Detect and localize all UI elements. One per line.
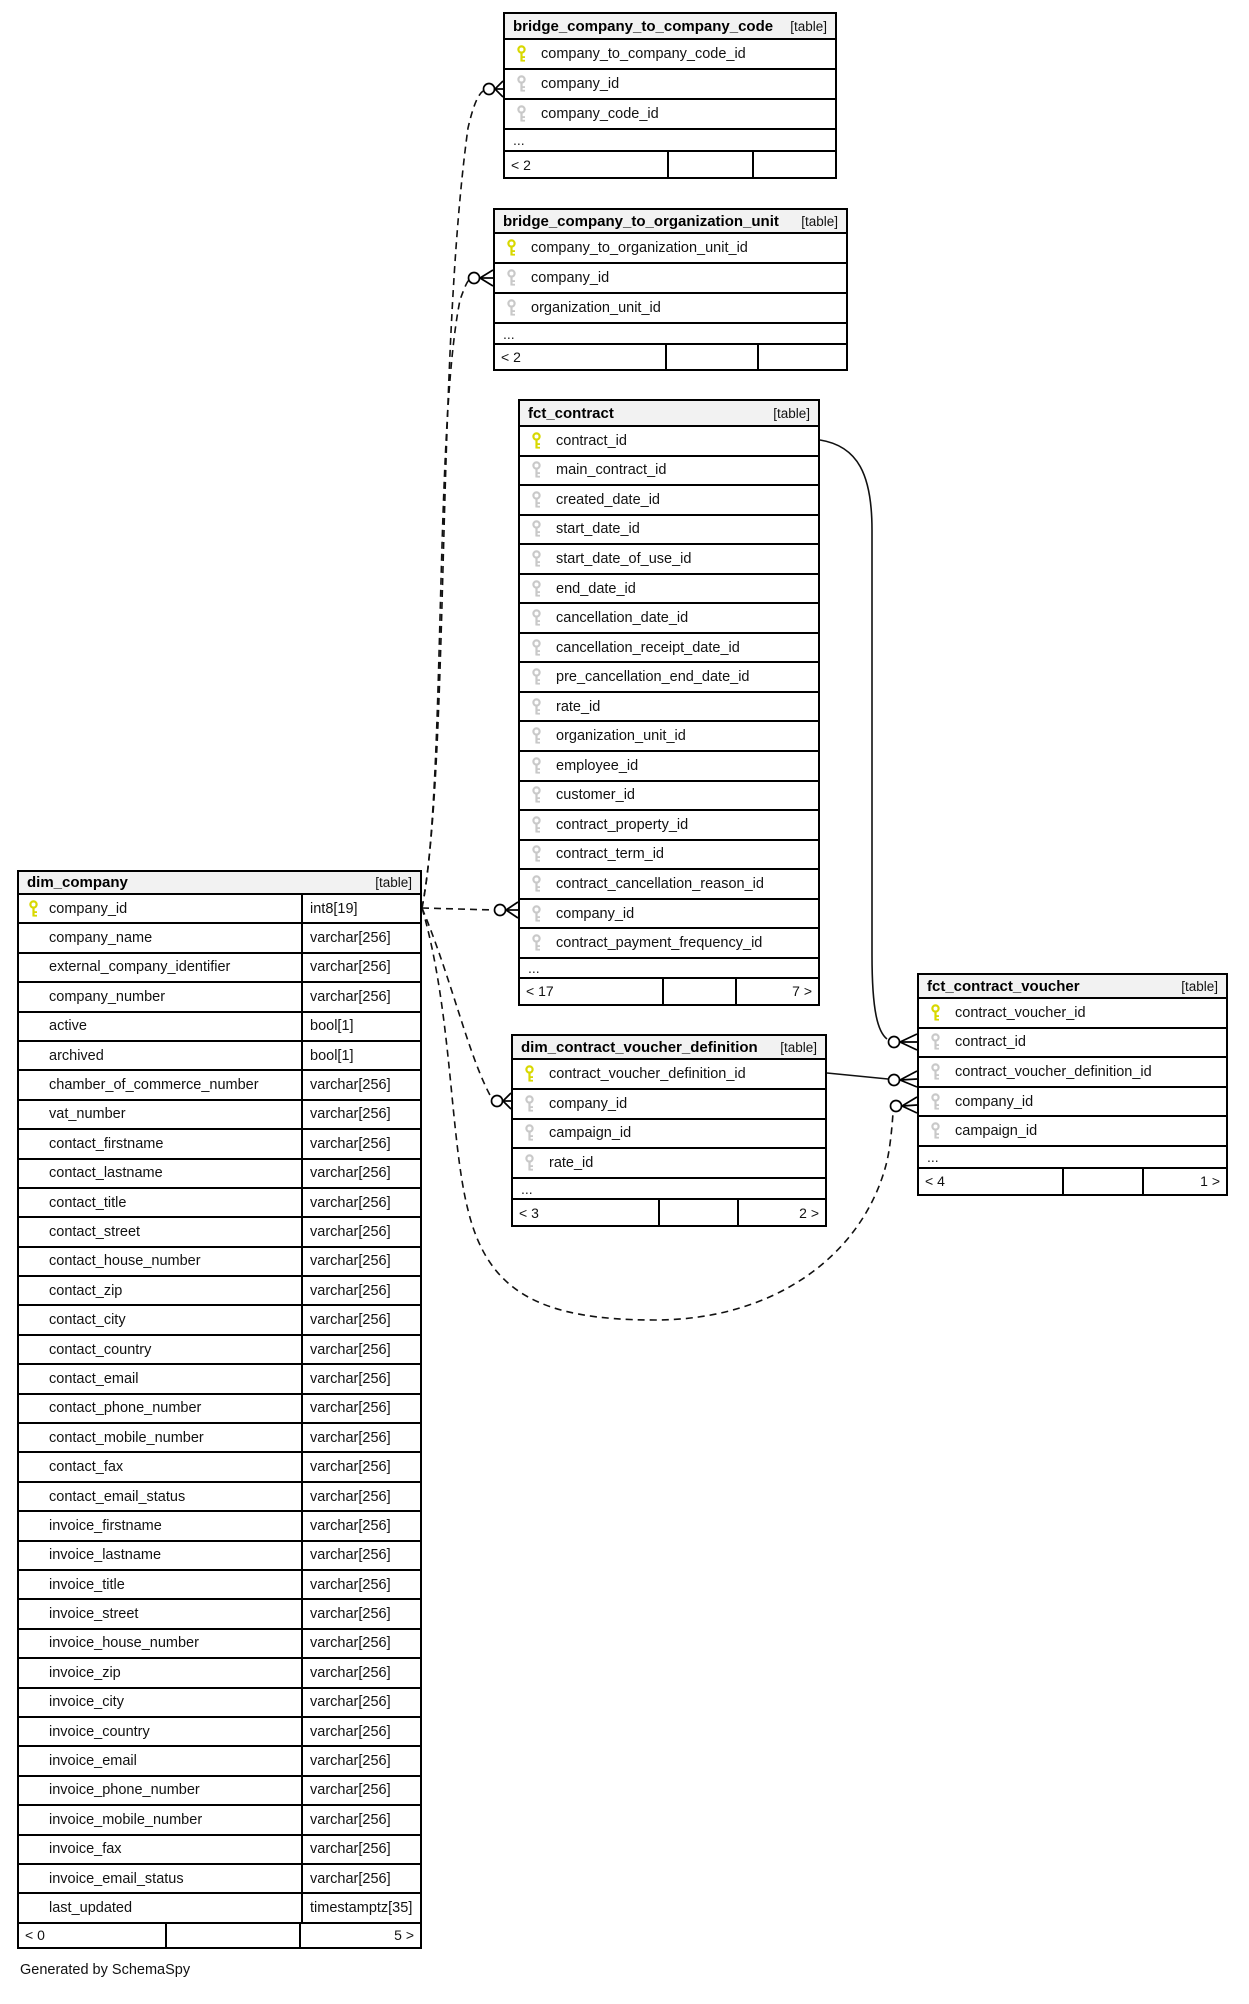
column-name: campaign_id: [549, 1125, 632, 1142]
column-name: contract_id: [955, 1034, 1026, 1051]
column-name: contact_mobile_number: [49, 1429, 204, 1446]
column-name: contract_cancellation_reason_id: [556, 875, 764, 892]
footer-cell-mid: [1064, 1169, 1144, 1194]
foreign-key-icon: [530, 727, 543, 746]
column-name: company_id: [955, 1093, 1034, 1110]
column-name: start_date_id: [556, 521, 640, 538]
foreign-key-icon: [530, 668, 543, 687]
column-name: contract_voucher_id: [955, 1004, 1086, 1021]
column-name: company_id: [531, 270, 610, 286]
column-type: varchar[256]: [301, 1248, 420, 1275]
column-row-contact_mobile_number: [19, 1424, 420, 1453]
column-type: varchar[256]: [301, 1777, 420, 1804]
foreign-key-icon: [530, 845, 543, 864]
column-row-company_to_company_code_id: [505, 40, 835, 70]
table-footer: [505, 152, 835, 177]
column-row-end_date_id: [520, 575, 818, 605]
footer-cell-left: < 2: [505, 152, 669, 177]
column-type: varchar[256]: [301, 1747, 420, 1774]
column-name: invoice_house_number: [49, 1635, 199, 1652]
primary-key-icon: [523, 1064, 536, 1083]
ellipsis-row: ...: [495, 324, 846, 345]
foreign-key-icon: [515, 75, 528, 94]
footer-cell-left: < 4: [919, 1169, 1064, 1194]
column-type: varchar[256]: [301, 1659, 420, 1686]
table-badge: [table]: [801, 213, 838, 229]
column-name: archived: [49, 1047, 104, 1064]
table-title: fct_contract: [528, 404, 614, 422]
column-row-contact_zip: [19, 1277, 420, 1306]
foreign-key-icon: [523, 1124, 536, 1143]
table-fct_contract_voucher[interactable]: [917, 973, 1228, 1196]
column-type: varchar[256]: [301, 1542, 420, 1569]
column-row-contact_house_number: [19, 1248, 420, 1277]
table-header: [505, 14, 835, 40]
column-name: active: [49, 1018, 87, 1035]
column-row-invoice_zip: [19, 1659, 420, 1688]
column-name: invoice_title: [49, 1576, 125, 1593]
column-type: bool[1]: [301, 1042, 420, 1069]
foreign-key-icon: [530, 520, 543, 539]
table-dim_contract_voucher_definition[interactable]: [511, 1034, 827, 1227]
column-row-invoice_phone_number: [19, 1777, 420, 1806]
column-row-organization_unit_id: [520, 722, 818, 752]
column-name: company_id: [49, 900, 128, 917]
column-name: contract_voucher_definition_id: [549, 1065, 746, 1082]
table-title: dim_company: [27, 874, 128, 891]
column-row-contract_payment_frequency_id: [520, 929, 818, 959]
footer-cell-mid: [167, 1924, 301, 1947]
column-name: invoice_zip: [49, 1664, 121, 1681]
footer-cell-right: 7 >: [792, 983, 812, 1000]
column-name: company_id: [549, 1095, 628, 1112]
column-name: organization_unit_id: [556, 728, 686, 745]
column-type: varchar[256]: [301, 924, 420, 951]
table-header: [520, 401, 818, 427]
foreign-key-icon: [929, 1122, 942, 1141]
column-row-company_id: [919, 1088, 1226, 1118]
column-row-company_number: [19, 983, 420, 1012]
foreign-key-icon: [929, 1092, 942, 1111]
column-name: company_to_organization_unit_id: [531, 240, 748, 256]
footer-cell-right: [754, 152, 835, 177]
column-row-contract_id: [520, 427, 818, 457]
column-row-chamber_of_commerce_number: [19, 1071, 420, 1100]
column-row-company_id: [505, 70, 835, 100]
column-row-last_updated: [19, 1894, 420, 1923]
column-name: company_number: [49, 988, 166, 1005]
footer-cell-left: < 0: [19, 1924, 167, 1947]
primary-key-icon: [27, 899, 40, 918]
column-row-invoice_title: [19, 1571, 420, 1600]
column-row-invoice_email: [19, 1747, 420, 1776]
column-type: int8[19]: [301, 895, 420, 922]
foreign-key-icon: [530, 934, 543, 953]
table-title: bridge_company_to_company_code: [513, 17, 774, 35]
foreign-key-icon: [530, 697, 543, 716]
column-row-created_date_id: [520, 486, 818, 516]
column-type: varchar[256]: [301, 1336, 420, 1363]
column-name: contact_street: [49, 1223, 141, 1240]
column-row-company_id: [495, 264, 846, 294]
column-name: company_id: [556, 905, 635, 922]
column-name: invoice_phone_number: [49, 1782, 200, 1799]
column-row-invoice_city: [19, 1689, 420, 1718]
column-row-contact_email: [19, 1365, 420, 1394]
column-name: cancellation_date_id: [556, 610, 689, 627]
table-header: [919, 975, 1226, 999]
column-row-contact_fax: [19, 1453, 420, 1482]
column-row-contract_voucher_definition_id: [513, 1060, 825, 1090]
column-row-company_name: [19, 924, 420, 953]
column-name: contact_lastname: [49, 1165, 163, 1182]
column-type: varchar[256]: [301, 1836, 420, 1863]
column-row-company_to_organization_unit_id: [495, 234, 846, 264]
column-type: varchar[256]: [301, 1071, 420, 1098]
column-row-start_date_of_use_id: [520, 545, 818, 575]
column-type: varchar[256]: [301, 1160, 420, 1187]
foreign-key-icon: [505, 269, 518, 288]
foreign-key-icon: [530, 549, 543, 568]
column-name: contract_id: [556, 432, 627, 449]
foreign-key-icon: [515, 105, 528, 124]
column-name: contact_zip: [49, 1282, 123, 1299]
column-name: contact_phone_number: [49, 1400, 202, 1417]
column-type: varchar[256]: [301, 1277, 420, 1304]
column-type: varchar[256]: [301, 1483, 420, 1510]
column-type: varchar[256]: [301, 1218, 420, 1245]
footer-cell-mid: [660, 1200, 739, 1225]
column-row-company_code_id: [505, 100, 835, 130]
primary-key-icon: [515, 45, 528, 64]
column-type: timestamptz[35]: [301, 1894, 420, 1921]
foreign-key-icon: [530, 815, 543, 834]
column-name: customer_id: [556, 787, 635, 804]
column-name: contact_email_status: [49, 1488, 186, 1505]
column-row-contract_voucher_id: [919, 999, 1226, 1029]
column-row-company_id: [520, 900, 818, 930]
table-badge: [table]: [773, 405, 810, 421]
column-type: varchar[256]: [301, 1130, 420, 1157]
footer-cell-left: < 17: [520, 979, 664, 1004]
column-name: contact_fax: [49, 1459, 124, 1476]
column-row-invoice_email_status: [19, 1865, 420, 1894]
table-footer: [520, 979, 818, 1004]
column-name: end_date_id: [556, 580, 636, 597]
footer-cell-left: < 3: [513, 1200, 660, 1225]
column-row-invoice_street: [19, 1600, 420, 1629]
foreign-key-icon: [929, 1033, 942, 1052]
column-row-invoice_firstname: [19, 1512, 420, 1541]
foreign-key-icon: [530, 579, 543, 598]
column-name: rate_id: [549, 1155, 594, 1172]
column-row-contact_title: [19, 1189, 420, 1218]
foreign-key-icon: [530, 786, 543, 805]
column-type: varchar[256]: [301, 1453, 420, 1480]
column-type: varchar[256]: [301, 1306, 420, 1333]
table-badge: [table]: [1181, 978, 1218, 994]
column-row-rate_id: [520, 693, 818, 723]
column-row-contact_firstname: [19, 1130, 420, 1159]
column-name: company_name: [49, 930, 153, 947]
column-type: varchar[256]: [301, 1189, 420, 1216]
column-row-contract_property_id: [520, 811, 818, 841]
foreign-key-icon: [530, 756, 543, 775]
column-row-invoice_country: [19, 1718, 420, 1747]
column-name: contact_country: [49, 1341, 152, 1358]
foreign-key-icon: [929, 1062, 942, 1081]
primary-key-icon: [530, 431, 543, 450]
column-row-invoice_house_number: [19, 1630, 420, 1659]
column-row-rate_id: [513, 1149, 825, 1179]
column-name: contact_email: [49, 1370, 139, 1387]
table-footer: [513, 1200, 825, 1225]
table-fct_contract[interactable]: [518, 399, 820, 1006]
table-header: [495, 210, 846, 234]
column-name: employee_id: [556, 757, 639, 774]
footer-cell-mid: [664, 979, 737, 1004]
column-row-contact_email_status: [19, 1483, 420, 1512]
column-row-start_date_id: [520, 516, 818, 546]
column-name: invoice_email: [49, 1753, 137, 1770]
table-title: fct_contract_voucher: [927, 977, 1080, 995]
footer-cell-right: 1 >: [1200, 1173, 1220, 1190]
column-row-contract_id: [919, 1029, 1226, 1059]
table-title: dim_contract_voucher_definition: [521, 1038, 758, 1056]
column-row-organization_unit_id: [495, 294, 846, 324]
column-name: external_company_identifier: [49, 959, 231, 976]
column-name: contact_title: [49, 1194, 127, 1211]
footer-cell-mid: [667, 345, 759, 369]
ellipsis-row: ...: [513, 1179, 825, 1200]
column-row-company_id: [513, 1090, 825, 1120]
column-type: varchar[256]: [301, 1630, 420, 1657]
footer-cell-mid: [669, 152, 754, 177]
column-name: rate_id: [556, 698, 601, 715]
column-row-pre_cancellation_end_date_id: [520, 663, 818, 693]
column-name: invoice_firstname: [49, 1517, 162, 1534]
schemaspy-credit: Generated by SchemaSpy: [20, 1962, 191, 1978]
column-name: chamber_of_commerce_number: [49, 1077, 259, 1094]
column-row-vat_number: [19, 1101, 420, 1130]
column-row-main_contract_id: [520, 457, 818, 487]
foreign-key-icon: [530, 904, 543, 923]
footer-cell-left: < 2: [495, 345, 667, 369]
column-row-contact_lastname: [19, 1160, 420, 1189]
column-name: vat_number: [49, 1106, 126, 1123]
column-name: invoice_fax: [49, 1841, 122, 1858]
column-name: contact_firstname: [49, 1135, 164, 1152]
column-row-archived: [19, 1042, 420, 1071]
foreign-key-icon: [530, 609, 543, 628]
foreign-key-icon: [530, 461, 543, 480]
column-name: last_updated: [49, 1899, 133, 1916]
column-row-active: [19, 1013, 420, 1042]
column-type: varchar[256]: [301, 1512, 420, 1539]
column-name: contract_property_id: [556, 816, 689, 833]
column-name: contact_house_number: [49, 1253, 201, 1270]
table-footer: [919, 1169, 1226, 1194]
column-name: campaign_id: [955, 1123, 1038, 1140]
column-name: company_code_id: [541, 106, 659, 122]
column-name: contract_payment_frequency_id: [556, 935, 763, 952]
column-name: contract_voucher_definition_id: [955, 1063, 1152, 1080]
column-row-contact_country: [19, 1336, 420, 1365]
column-row-external_company_identifier: [19, 954, 420, 983]
column-row-cancellation_date_id: [520, 604, 818, 634]
column-row-company_id: [19, 895, 420, 924]
column-name: contract_term_id: [556, 846, 664, 863]
column-row-contact_phone_number: [19, 1395, 420, 1424]
column-type: bool[1]: [301, 1013, 420, 1040]
primary-key-icon: [929, 1003, 942, 1022]
primary-key-icon: [505, 239, 518, 258]
footer-cell-right: 5 >: [394, 1927, 414, 1944]
column-type: varchar[256]: [301, 954, 420, 981]
column-type: varchar[256]: [301, 1718, 420, 1745]
column-row-customer_id: [520, 782, 818, 812]
column-name: invoice_mobile_number: [49, 1811, 203, 1828]
column-name: organization_unit_id: [531, 300, 661, 316]
column-name: invoice_street: [49, 1606, 139, 1623]
column-name: invoice_city: [49, 1694, 124, 1711]
column-row-invoice_mobile_number: [19, 1806, 420, 1835]
column-type: varchar[256]: [301, 1689, 420, 1716]
column-row-campaign_id: [919, 1117, 1226, 1147]
column-name: contact_city: [49, 1312, 126, 1329]
column-type: varchar[256]: [301, 1424, 420, 1451]
column-name: company_id: [541, 76, 620, 92]
table-title: bridge_company_to_organization_unit: [503, 212, 779, 230]
column-row-invoice_lastname: [19, 1542, 420, 1571]
foreign-key-icon: [530, 638, 543, 657]
column-row-contract_cancellation_reason_id: [520, 870, 818, 900]
table-badge: [table]: [790, 18, 827, 34]
column-row-campaign_id: [513, 1120, 825, 1150]
ellipsis-row: ...: [520, 959, 818, 979]
column-name: main_contract_id: [556, 462, 667, 479]
column-row-invoice_fax: [19, 1836, 420, 1865]
foreign-key-icon: [523, 1094, 536, 1113]
column-type: varchar[256]: [301, 1365, 420, 1392]
table-footer: [19, 1924, 420, 1947]
column-name: company_to_company_code_id: [541, 46, 746, 62]
ellipsis-row: ...: [505, 130, 835, 152]
column-type: varchar[256]: [301, 1571, 420, 1598]
column-row-contract_voucher_definition_id: [919, 1058, 1226, 1088]
table-footer: [495, 345, 846, 369]
column-type: varchar[256]: [301, 1101, 420, 1128]
foreign-key-icon: [523, 1154, 536, 1173]
column-name: invoice_email_status: [49, 1870, 184, 1887]
foreign-key-icon: [530, 874, 543, 893]
table-badge: [table]: [375, 875, 412, 890]
table-bridge_company_to_organization_unit[interactable]: [493, 208, 848, 371]
column-name: invoice_country: [49, 1723, 150, 1740]
column-type: varchar[256]: [301, 1806, 420, 1833]
column-name: pre_cancellation_end_date_id: [556, 669, 750, 686]
foreign-key-icon: [530, 490, 543, 509]
ellipsis-row: ...: [919, 1147, 1226, 1169]
column-type: varchar[256]: [301, 1600, 420, 1627]
foreign-key-icon: [505, 299, 518, 318]
footer-cell-right: 2 >: [799, 1204, 819, 1221]
column-type: varchar[256]: [301, 983, 420, 1010]
table-badge: [table]: [780, 1039, 817, 1055]
column-name: invoice_lastname: [49, 1547, 162, 1564]
footer-cell-right: [759, 345, 846, 369]
column-row-contact_street: [19, 1218, 420, 1247]
table-header: [513, 1036, 825, 1060]
column-name: cancellation_receipt_date_id: [556, 639, 740, 656]
column-row-employee_id: [520, 752, 818, 782]
column-row-contact_city: [19, 1306, 420, 1335]
column-row-cancellation_receipt_date_id: [520, 634, 818, 664]
column-name: start_date_of_use_id: [556, 550, 692, 567]
column-type: varchar[256]: [301, 1865, 420, 1892]
table-header: [19, 872, 420, 895]
column-name: created_date_id: [556, 491, 660, 508]
table-bridge_company_to_company_code[interactable]: [503, 12, 837, 179]
column-row-contract_term_id: [520, 841, 818, 871]
column-type: varchar[256]: [301, 1395, 420, 1422]
table-dim_company[interactable]: [17, 870, 422, 1949]
